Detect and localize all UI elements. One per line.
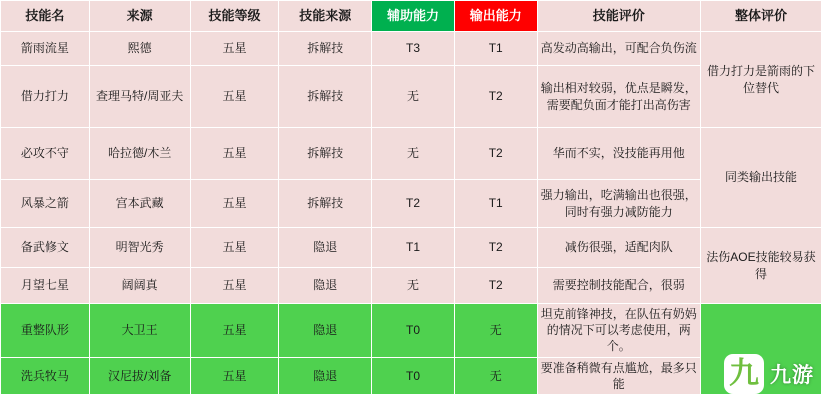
cell-output-ability: T2 bbox=[454, 66, 537, 128]
cell-support-ability: 无 bbox=[372, 268, 455, 304]
cell-skill-name: 箭雨流星 bbox=[1, 32, 90, 66]
cell-support-ability: 无 bbox=[372, 66, 455, 128]
cell-support-ability: T2 bbox=[372, 180, 455, 228]
cell-skill-origin: 拆解技 bbox=[279, 128, 372, 180]
cell-output-ability: T2 bbox=[454, 228, 537, 268]
cell-skill-comment: 输出相对较弱，优点是瞬发，需要配负面才能打出高伤害 bbox=[537, 66, 700, 128]
nine-game-logo-icon: 九 bbox=[724, 354, 764, 394]
column-header-support-ability: 辅助能力 bbox=[372, 1, 455, 32]
cell-skill-origin: 拆解技 bbox=[279, 32, 372, 66]
cell-skill-origin: 拆解技 bbox=[279, 66, 372, 128]
cell-skill-name: 必攻不守 bbox=[1, 128, 90, 180]
cell-skill-name: 洗兵牧马 bbox=[1, 357, 90, 394]
cell-source: 大卫王 bbox=[89, 304, 190, 358]
cell-source: 阔阔真 bbox=[89, 268, 190, 304]
cell-support-ability: T0 bbox=[372, 357, 455, 394]
cell-skill-comment: 需要控制技能配合，很弱 bbox=[537, 268, 700, 304]
cell-skill-level: 五星 bbox=[190, 66, 279, 128]
cell-skill-level: 五星 bbox=[190, 228, 279, 268]
cell-output-ability: T2 bbox=[454, 268, 537, 304]
cell-skill-level: 五星 bbox=[190, 32, 279, 66]
cell-output-ability: T2 bbox=[454, 128, 537, 180]
table-row bbox=[1, 228, 822, 268]
cell-overall-comment: 借力打力是箭雨的下位替代 bbox=[700, 32, 821, 128]
cell-output-ability: T1 bbox=[454, 32, 537, 66]
column-header-skill-origin: 技能来源 bbox=[279, 1, 372, 32]
cell-skill-level: 五星 bbox=[190, 180, 279, 228]
cell-source: 熙德 bbox=[89, 32, 190, 66]
cell-source: 明智光秀 bbox=[89, 228, 190, 268]
cell-skill-name: 借力打力 bbox=[1, 66, 90, 128]
cell-skill-comment: 高发动高输出，可配合负伤流 bbox=[537, 32, 700, 66]
table-row bbox=[1, 268, 822, 304]
watermark-label: 九游 bbox=[770, 364, 814, 387]
table-header-row bbox=[1, 1, 822, 32]
table-row bbox=[1, 66, 822, 128]
cell-skill-comment: 减伤很强，适配肉队 bbox=[537, 228, 700, 268]
cell-support-ability: T1 bbox=[372, 228, 455, 268]
cell-skill-origin: 隐退 bbox=[279, 228, 372, 268]
cell-skill-level: 五星 bbox=[190, 357, 279, 394]
table-row bbox=[1, 357, 822, 394]
cell-source: 宫本武藏 bbox=[89, 180, 190, 228]
column-header-skill-comment: 技能评价 bbox=[537, 1, 700, 32]
cell-source: 汉尼拔/刘备 bbox=[89, 357, 190, 394]
cell-overall-comment bbox=[700, 304, 821, 395]
cell-skill-name: 备武修文 bbox=[1, 228, 90, 268]
cell-support-ability: T3 bbox=[372, 32, 455, 66]
column-header-output-ability: 输出能力 bbox=[454, 1, 537, 32]
cell-skill-level: 五星 bbox=[190, 128, 279, 180]
cell-overall-comment: 法伤AOE技能较易获得 bbox=[700, 228, 821, 304]
cell-skill-origin: 隐退 bbox=[279, 268, 372, 304]
cell-source: 查理马特/周亚夫 bbox=[89, 66, 190, 128]
cell-skill-name: 月望七星 bbox=[1, 268, 90, 304]
cell-skill-origin: 隐退 bbox=[279, 304, 372, 358]
cell-skill-level: 五星 bbox=[190, 268, 279, 304]
cell-overall-comment: 同类输出技能 bbox=[700, 128, 821, 228]
cell-source: 哈拉德/木兰 bbox=[89, 128, 190, 180]
table-row bbox=[1, 128, 822, 180]
cell-skill-name: 重整队形 bbox=[1, 304, 90, 358]
cell-output-ability: T1 bbox=[454, 180, 537, 228]
cell-skill-comment: 华而不实，没技能再用他 bbox=[537, 128, 700, 180]
cell-skill-name: 风暴之箭 bbox=[1, 180, 90, 228]
table-row bbox=[1, 32, 822, 66]
cell-output-ability: 无 bbox=[454, 357, 537, 394]
column-header-skill-level: 技能等级 bbox=[190, 1, 279, 32]
cell-skill-level: 五星 bbox=[190, 304, 279, 358]
cell-support-ability: T0 bbox=[372, 304, 455, 358]
table-row bbox=[1, 304, 822, 358]
cell-skill-comment: 坦克前锋神技，在队伍有奶妈的情况下可以考虑使用，两个。 bbox=[537, 304, 700, 358]
cell-output-ability: 无 bbox=[454, 304, 537, 358]
column-header-skill-name: 技能名 bbox=[1, 1, 90, 32]
cell-support-ability: 无 bbox=[372, 128, 455, 180]
cell-skill-comment: 强力输出，吃满输出也很强，同时有强力减防能力 bbox=[537, 180, 700, 228]
cell-skill-origin: 隐退 bbox=[279, 357, 372, 394]
column-header-overall-comment: 整体评价 bbox=[700, 1, 821, 32]
table-row bbox=[1, 180, 822, 228]
cell-skill-origin: 拆解技 bbox=[279, 180, 372, 228]
column-header-source: 来源 bbox=[89, 1, 190, 32]
cell-skill-comment: 要准备稍微有点尴尬，最多只能 bbox=[537, 357, 700, 394]
